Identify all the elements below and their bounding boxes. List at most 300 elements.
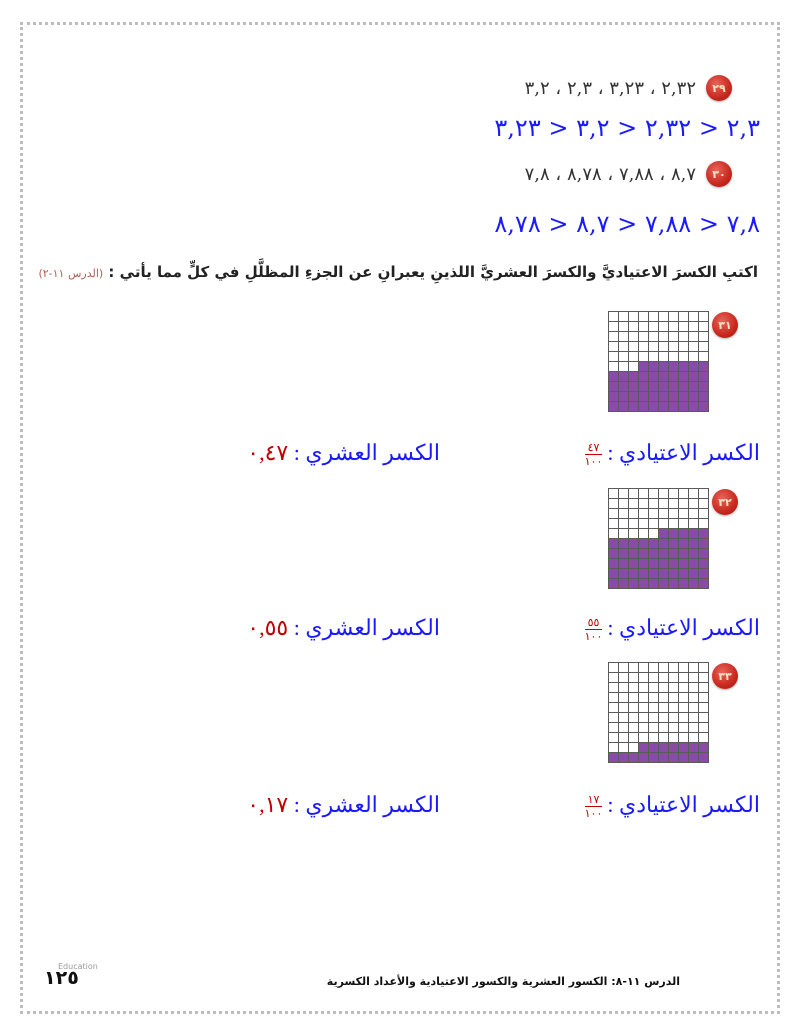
grid-cell <box>699 549 708 558</box>
grid-cell <box>619 539 628 548</box>
grid-cell <box>609 743 618 752</box>
grid-cell <box>679 352 688 361</box>
grid-cell <box>699 402 708 411</box>
grid-cell <box>659 392 668 401</box>
grid-cell <box>609 402 618 411</box>
grid-cell <box>639 683 648 692</box>
grid-cell <box>669 382 678 391</box>
grid-cell <box>669 673 678 682</box>
grid-cell <box>689 569 698 578</box>
grid-cell <box>639 362 648 371</box>
grid-cell <box>679 382 688 391</box>
grid-cell <box>649 733 658 742</box>
grid-cell <box>699 539 708 548</box>
grid-cell <box>659 579 668 588</box>
grid-cell <box>659 539 668 548</box>
grid-cell <box>659 703 668 712</box>
grid-cell <box>639 382 648 391</box>
grid-cell <box>629 733 638 742</box>
grid-cell <box>609 673 618 682</box>
grid-cell <box>629 312 638 321</box>
grid-cell <box>629 392 638 401</box>
grid-cell <box>609 569 618 578</box>
grid-cell <box>669 703 678 712</box>
grid-cell <box>619 693 628 702</box>
grid-cell <box>659 342 668 351</box>
grid-cell <box>609 579 618 588</box>
grid-cell <box>679 342 688 351</box>
grid-cell <box>639 673 648 682</box>
grid-cell <box>639 559 648 568</box>
grid-cell <box>619 569 628 578</box>
grid-cell <box>619 332 628 341</box>
grid-cell <box>699 559 708 568</box>
denominator: ١٠٠ <box>584 455 603 469</box>
grid-cell <box>619 489 628 498</box>
grid-cell <box>639 733 648 742</box>
grid-cell <box>689 673 698 682</box>
grid-cell <box>689 509 698 518</box>
exercise-29-badge: ٢٩ <box>706 75 732 101</box>
grid-cell <box>669 372 678 381</box>
grid-cell <box>629 559 638 568</box>
denominator: ١٠٠ <box>584 807 603 821</box>
hundred-grid-32 <box>608 488 709 589</box>
grid-cell <box>659 382 668 391</box>
grid-cell <box>649 743 658 752</box>
grid-cell <box>619 673 628 682</box>
grid-cell <box>609 489 618 498</box>
grid-cell <box>669 663 678 672</box>
grid-cell <box>639 489 648 498</box>
grid-cell <box>659 693 668 702</box>
grid-cell <box>649 509 658 518</box>
grid-cell <box>649 549 658 558</box>
grid-cell <box>629 743 638 752</box>
grid-cell <box>609 509 618 518</box>
grid-cell <box>629 663 638 672</box>
grid-cell <box>639 392 648 401</box>
instruction <box>38 263 758 281</box>
grid-cell <box>669 723 678 732</box>
grid-cell <box>649 372 658 381</box>
grid-cell <box>629 753 638 762</box>
grid-cell <box>679 332 688 341</box>
lesson-footer: الدرس ١١-٨: الكسور العشرية والكسور الاعتيادية والأعداد الكسرية <box>326 975 680 988</box>
grid-cell <box>609 693 618 702</box>
grid-cell <box>699 392 708 401</box>
denominator: ١٠٠ <box>584 630 603 644</box>
grid-cell <box>659 352 668 361</box>
grid-cell <box>649 579 658 588</box>
grid-cell <box>639 549 648 558</box>
grid-cell <box>649 693 658 702</box>
common-fraction-label: الكسر الاعتيادي : <box>607 615 760 640</box>
grid-cell <box>679 663 688 672</box>
grid-cell <box>689 322 698 331</box>
grid-cell <box>699 663 708 672</box>
grid-cell <box>649 673 658 682</box>
grid-cell <box>689 753 698 762</box>
numerator: ٥٥ <box>585 617 603 631</box>
decimal-fraction-label: الكسر العشري : <box>288 792 440 817</box>
grid-cell <box>619 312 628 321</box>
grid-cell <box>659 312 668 321</box>
grid-cell <box>669 539 678 548</box>
grid-cell <box>679 703 688 712</box>
decimal-value: ٠,١٧ <box>247 792 289 817</box>
grid-cell <box>679 713 688 722</box>
grid-cell <box>679 529 688 538</box>
grid-cell <box>679 489 688 498</box>
grid-cell <box>649 539 658 548</box>
grid-cell <box>679 693 688 702</box>
grid-cell <box>669 683 678 692</box>
grid-cell <box>669 489 678 498</box>
grid-cell <box>679 569 688 578</box>
grid-cell <box>699 753 708 762</box>
grid-cell <box>669 342 678 351</box>
grid-cell <box>699 683 708 692</box>
grid-cell <box>609 392 618 401</box>
grid-cell <box>649 322 658 331</box>
grid-cell <box>669 753 678 762</box>
grid-cell <box>689 693 698 702</box>
grid-cell <box>619 392 628 401</box>
common-fraction-32 <box>580 615 760 643</box>
grid-cell <box>669 332 678 341</box>
grid-cell <box>669 402 678 411</box>
grid-cell <box>689 519 698 528</box>
decimal-fraction-33 <box>247 792 440 818</box>
grid-cell <box>699 312 708 321</box>
grid-cell <box>689 559 698 568</box>
grid-cell <box>669 743 678 752</box>
grid-cell <box>629 569 638 578</box>
grid-cell <box>689 529 698 538</box>
grid-cell <box>689 733 698 742</box>
grid-cell <box>649 753 658 762</box>
grid-cell <box>649 559 658 568</box>
grid-cell <box>609 499 618 508</box>
grid-cell <box>699 723 708 732</box>
grid-cell <box>639 342 648 351</box>
grid-cell <box>609 312 618 321</box>
grid-cell <box>699 693 708 702</box>
decimal-value: ٠,٥٥ <box>247 615 289 640</box>
grid-cell <box>649 703 658 712</box>
grid-cell <box>689 342 698 351</box>
grid-cell <box>679 402 688 411</box>
grid-cell <box>639 312 648 321</box>
grid-cell <box>619 509 628 518</box>
grid-cell <box>659 549 668 558</box>
grid-cell <box>699 509 708 518</box>
grid-cell <box>619 342 628 351</box>
numerator: ١٧ <box>585 794 603 808</box>
lesson-reference: (الدرس ١١-٢) <box>38 267 104 280</box>
grid-cell <box>609 713 618 722</box>
grid-cell <box>629 402 638 411</box>
grid-cell <box>669 713 678 722</box>
grid-cell <box>659 683 668 692</box>
grid-cell <box>649 402 658 411</box>
grid-cell <box>609 342 618 351</box>
grid-cell <box>659 559 668 568</box>
exercise-30-badge: ٣٠ <box>706 161 732 187</box>
grid-cell <box>629 322 638 331</box>
grid-cell <box>699 673 708 682</box>
grid-cell <box>659 489 668 498</box>
grid-cell <box>609 703 618 712</box>
grid-cell <box>609 733 618 742</box>
common-fraction-33 <box>580 792 760 820</box>
grid-cell <box>609 519 618 528</box>
grid-cell <box>699 529 708 538</box>
grid-cell <box>659 519 668 528</box>
grid-cell <box>619 372 628 381</box>
grid-cell <box>649 392 658 401</box>
grid-cell <box>659 332 668 341</box>
grid-cell <box>629 362 638 371</box>
grid-cell <box>629 499 638 508</box>
common-fraction-31 <box>580 440 760 468</box>
grid-cell <box>639 499 648 508</box>
grid-cell <box>669 509 678 518</box>
decimal-fraction-label: الكسر العشري : <box>288 615 440 640</box>
grid-cell <box>699 579 708 588</box>
grid-cell <box>679 549 688 558</box>
grid-cell <box>689 539 698 548</box>
grid-cell <box>629 683 638 692</box>
fraction-33 <box>582 794 606 820</box>
grid-cell <box>629 372 638 381</box>
grid-cell <box>659 753 668 762</box>
grid-cell <box>699 499 708 508</box>
grid-cell <box>629 713 638 722</box>
exercise-32-badge: ٣٢ <box>712 489 738 515</box>
grid-cell <box>629 539 638 548</box>
decimal-fraction-label: الكسر العشري : <box>288 440 440 465</box>
grid-cell <box>669 499 678 508</box>
grid-cell <box>639 579 648 588</box>
grid-cell <box>679 743 688 752</box>
grid-cell <box>649 332 658 341</box>
grid-cell <box>669 529 678 538</box>
grid-cell <box>609 559 618 568</box>
grid-cell <box>669 693 678 702</box>
grid-cell <box>659 372 668 381</box>
grid-cell <box>609 529 618 538</box>
grid-cell <box>689 713 698 722</box>
grid-cell <box>629 382 638 391</box>
grid-cell <box>699 322 708 331</box>
grid-cell <box>639 322 648 331</box>
grid-cell <box>679 683 688 692</box>
grid-cell <box>679 392 688 401</box>
grid-cell <box>699 713 708 722</box>
grid-cell <box>619 529 628 538</box>
grid-cell <box>629 673 638 682</box>
grid-cell <box>619 579 628 588</box>
grid-cell <box>699 342 708 351</box>
grid-cell <box>659 529 668 538</box>
grid-cell <box>639 693 648 702</box>
grid-cell <box>659 723 668 732</box>
grid-cell <box>669 312 678 321</box>
grid-cell <box>669 392 678 401</box>
grid-cell <box>679 499 688 508</box>
grid-cell <box>619 382 628 391</box>
grid-cell <box>619 362 628 371</box>
grid-cell <box>669 733 678 742</box>
grid-cell <box>679 733 688 742</box>
grid-cell <box>689 743 698 752</box>
grid-cell <box>619 743 628 752</box>
exercise-29-answer: ٢,٣ < ٢,٣٢ < ٣,٢ < ٣,٢٣ <box>494 114 760 142</box>
grid-cell <box>699 743 708 752</box>
grid-cell <box>699 352 708 361</box>
grid-cell <box>619 549 628 558</box>
grid-cell <box>639 539 648 548</box>
grid-cell <box>639 569 648 578</box>
grid-cell <box>699 733 708 742</box>
grid-cell <box>679 372 688 381</box>
grid-cell <box>669 559 678 568</box>
grid-cell <box>679 362 688 371</box>
grid-cell <box>639 332 648 341</box>
grid-cell <box>609 683 618 692</box>
grid-cell <box>639 703 648 712</box>
grid-cell <box>669 549 678 558</box>
grid-cell <box>649 352 658 361</box>
grid-cell <box>619 499 628 508</box>
grid-cell <box>629 489 638 498</box>
grid-cell <box>689 312 698 321</box>
exercise-29-given: ٢,٣٢ ، ٣,٢٣ ، ٢,٣ ، ٣,٢ <box>524 78 696 99</box>
exercise-30-given: ٨,٧ ، ٧,٨٨ ، ٨,٧٨ ، ٧,٨ <box>524 164 696 185</box>
hundred-grid-33 <box>608 662 709 763</box>
decimal-value: ٠,٤٧ <box>247 440 289 465</box>
grid-cell <box>619 663 628 672</box>
grid-cell <box>699 332 708 341</box>
hundred-grid-31 <box>608 311 709 412</box>
grid-cell <box>609 362 618 371</box>
grid-cell <box>679 559 688 568</box>
grid-cell <box>679 723 688 732</box>
grid-cell <box>679 753 688 762</box>
grid-cell <box>639 753 648 762</box>
grid-cell <box>629 723 638 732</box>
grid-cell <box>689 332 698 341</box>
grid-cell <box>629 693 638 702</box>
grid-cell <box>669 322 678 331</box>
grid-cell <box>649 529 658 538</box>
grid-cell <box>689 703 698 712</box>
grid-cell <box>619 519 628 528</box>
grid-cell <box>609 352 618 361</box>
grid-cell <box>659 402 668 411</box>
grid-cell <box>649 312 658 321</box>
grid-cell <box>629 509 638 518</box>
grid-cell <box>659 743 668 752</box>
grid-cell <box>639 743 648 752</box>
grid-cell <box>699 703 708 712</box>
grid-cell <box>649 499 658 508</box>
grid-cell <box>649 713 658 722</box>
exercise-30-answer: ٧,٨ < ٧,٨٨ < ٨,٧ < ٨,٧٨ <box>494 210 760 238</box>
grid-cell <box>679 673 688 682</box>
grid-cell <box>659 713 668 722</box>
grid-cell <box>619 352 628 361</box>
grid-cell <box>699 382 708 391</box>
decimal-fraction-32 <box>247 615 440 641</box>
grid-cell <box>639 663 648 672</box>
grid-cell <box>679 312 688 321</box>
grid-cell <box>689 352 698 361</box>
grid-cell <box>629 332 638 341</box>
grid-cell <box>689 392 698 401</box>
fraction-31 <box>582 442 606 468</box>
grid-cell <box>649 683 658 692</box>
grid-cell <box>609 663 618 672</box>
grid-cell <box>609 753 618 762</box>
page-number: ١٢٥ <box>44 967 79 989</box>
decimal-fraction-31 <box>247 440 440 466</box>
grid-cell <box>689 683 698 692</box>
grid-cell <box>649 663 658 672</box>
grid-cell <box>699 569 708 578</box>
grid-cell <box>679 509 688 518</box>
grid-cell <box>619 683 628 692</box>
grid-cell <box>689 402 698 411</box>
grid-cell <box>659 673 668 682</box>
grid-cell <box>609 332 618 341</box>
grid-cell <box>679 322 688 331</box>
grid-cell <box>609 372 618 381</box>
grid-cell <box>629 579 638 588</box>
grid-cell <box>649 382 658 391</box>
grid-cell <box>659 663 668 672</box>
grid-cell <box>609 549 618 558</box>
grid-cell <box>689 579 698 588</box>
grid-cell <box>669 579 678 588</box>
grid-cell <box>649 362 658 371</box>
grid-cell <box>659 733 668 742</box>
grid-cell <box>619 559 628 568</box>
grid-cell <box>699 362 708 371</box>
grid-cell <box>639 713 648 722</box>
watermark: Education <box>58 962 98 971</box>
grid-cell <box>679 579 688 588</box>
grid-cell <box>659 362 668 371</box>
grid-cell <box>609 539 618 548</box>
exercise-33-badge: ٣٣ <box>712 663 738 689</box>
grid-cell <box>669 569 678 578</box>
grid-cell <box>659 322 668 331</box>
grid-cell <box>639 372 648 381</box>
grid-cell <box>649 342 658 351</box>
grid-cell <box>609 382 618 391</box>
grid-cell <box>669 362 678 371</box>
grid-cell <box>669 519 678 528</box>
grid-cell <box>679 539 688 548</box>
exercise-31-badge: ٣١ <box>712 312 738 338</box>
grid-cell <box>649 489 658 498</box>
grid-cell <box>639 723 648 732</box>
grid-cell <box>699 489 708 498</box>
grid-cell <box>689 372 698 381</box>
